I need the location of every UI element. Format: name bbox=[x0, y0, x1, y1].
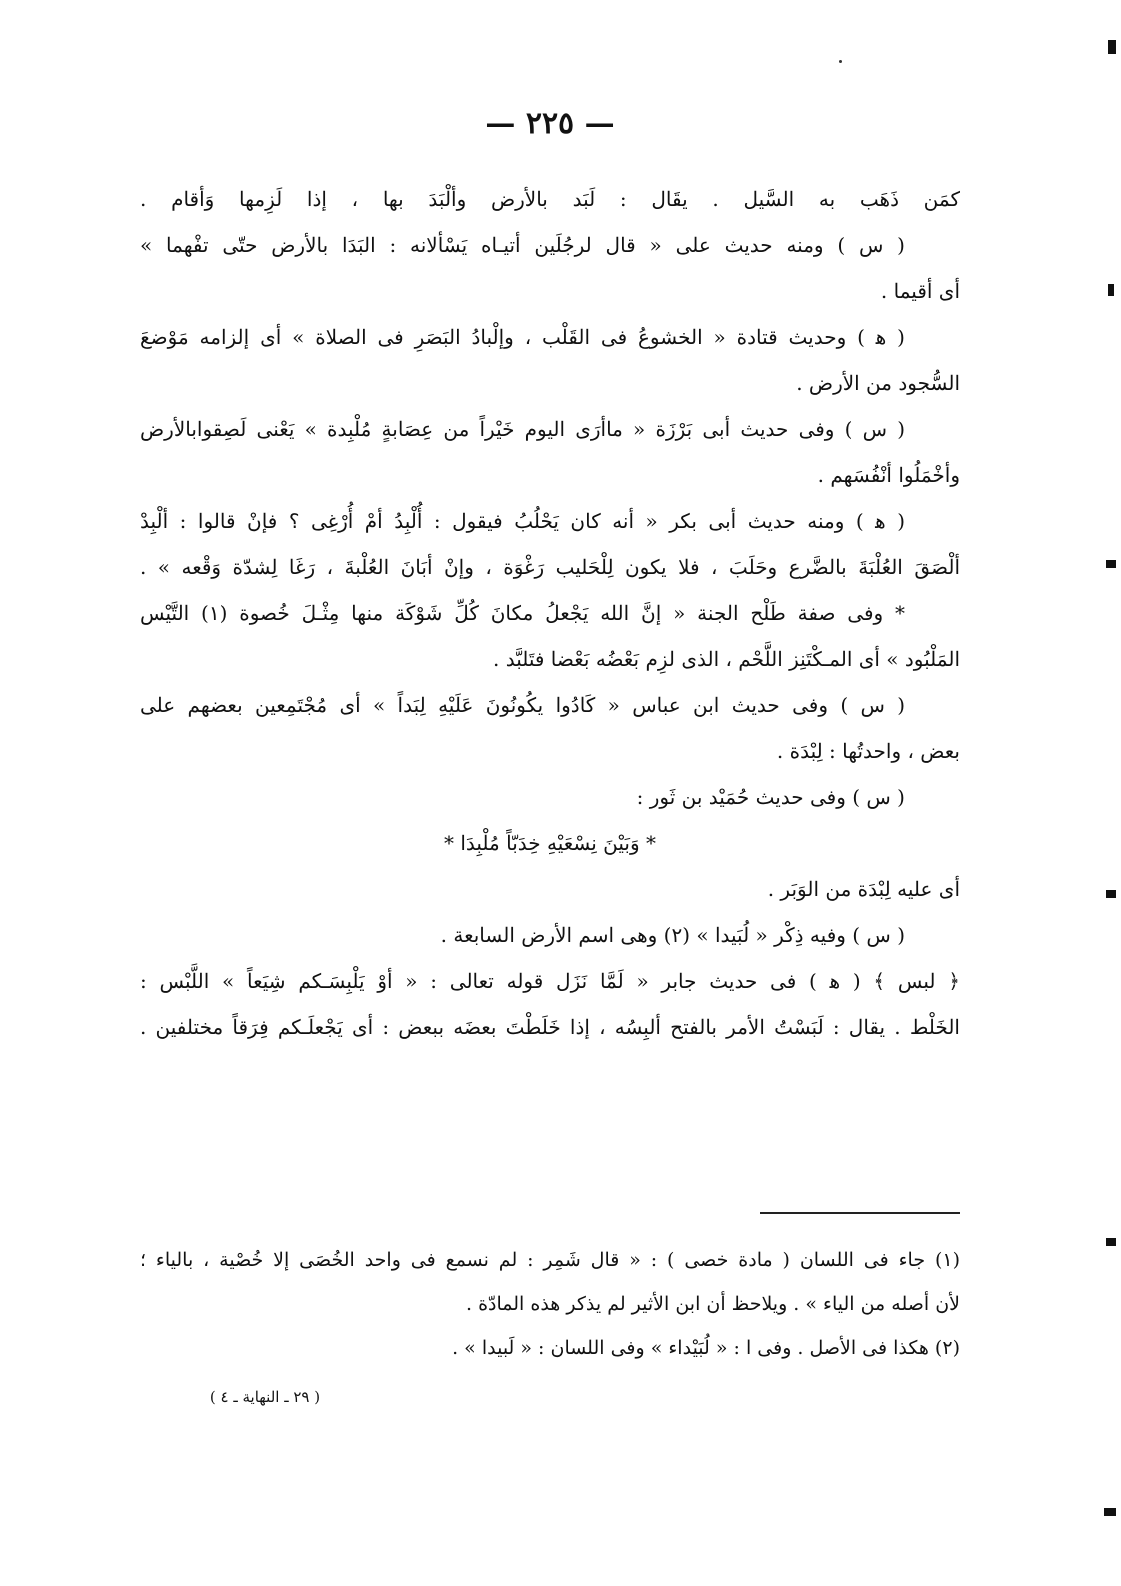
text-line: ألْصَقَ العُلْبَةَ بالضَّرع وحَلَبَ ، فلا يكون لِلْحَليب رَغْوَة ، وإنْ أبَانَ العُلْبةَ ، رَغَا لِشدّة وَقْعه » . bbox=[140, 555, 960, 579]
margin-mark bbox=[1106, 560, 1116, 568]
footnote-line: (٢) هكذا فى الأصل . وفى ا : « لُبَيْداء » وفى اللسان : « لَبيدا » . bbox=[452, 1337, 960, 1359]
margin-mark bbox=[1108, 284, 1114, 296]
margin-mark bbox=[1108, 40, 1116, 54]
margin-mark bbox=[1104, 1508, 1116, 1516]
text-line: أى عليه لِبْدَة من الوَبَر . bbox=[767, 877, 960, 901]
footnote-line: (١) جاء فى اللسان ( مادة خصى ) : « قال شَمِر : لم نسمع فى واحد الخُصَى إلا خُصْية ، بالياء ؛ bbox=[140, 1249, 960, 1271]
text-line: بعض ، واحدتُها : لِبْدَة . bbox=[776, 739, 960, 763]
text-line: السُّجود من الأرض . bbox=[796, 371, 960, 395]
text-line: ( س ) وفى حديث حُمَيْد بن ثَور : bbox=[636, 785, 905, 809]
text-line: ( س ) وفيه ذِكْر « لُبَيدا » (٢) وهى اسم الأرض السابعة . bbox=[440, 923, 905, 947]
text-line: ( س ) وفى حديث ابن عباس « كَادُوا يكُونُونَ عَلَيْهِ لِبَداً » أى مُجْتَمِعين بعضهم على bbox=[140, 693, 905, 717]
margin-mark bbox=[1106, 1238, 1116, 1246]
footnote-line: لأن أصله من الياء » . ويلاحظ أن ابن الأثير لم يذكر هذه المادّة . bbox=[466, 1293, 960, 1315]
text-line: ( ﻫ ) وحديث قتادة « الخشوعُ فى القَلْب ، وإلْبادُ البَصَرِ فى الصلاة » أى إلزامه مَوْضعَ bbox=[140, 325, 905, 349]
footnotes bbox=[140, 1238, 960, 1370]
entry-heading-line: ﴿ لبس ﴾ ( ﻫ ) فى حديث جابر « لَمَّا نَزَل قوله تعالى : « أوْ يَلْبِسَـكم شِيَعاً » اللَّبْس : bbox=[140, 969, 960, 993]
page-number: — ٢٢٥ — bbox=[485, 106, 615, 141]
text-line: الخَلْط . يقال : لَبَسْتُ الأمر بالفتح ألبِسُه ، إذا خَلَطْتَ بعضَه ببعض : أى يَجْعلَـكم فِرَقاً مختلفين . bbox=[140, 1015, 960, 1039]
signature-mark: ( ٢٩ ـ النهاية ـ ٤ ) bbox=[209, 1388, 321, 1406]
text-line: المَلْبُود » أى المـكْتَنِز اللَّحْم ، الذى لزِم بَعْضُه بَعْضا فتَلبَّد . bbox=[492, 647, 960, 671]
text-line: كمَن ذَهَب به السَّيل . يقَال : لَبَد بالأرض وألْبَدَ بها ، إذا لَزِمها وَأقام . bbox=[140, 187, 960, 211]
text-line: ( س ) ومنه حديث على « قال لرجُلَين أتيـاه يَسْألانه : البَدَا بالأرض حتّى تفْهما » bbox=[140, 233, 905, 257]
body-text bbox=[140, 176, 960, 1050]
margin-mark bbox=[1106, 890, 1116, 898]
text-line: ( س ) وفى حديث أبى بَرْزَة « ماأرَى اليوم خَيْراً من عِصَابةٍ مُلْبِدة » يَعْنى لَصِقوابالأرض bbox=[140, 417, 905, 441]
scan-speck bbox=[839, 60, 842, 63]
text-line: ( ﻫ ) ومنه حديث أبى بكر « أنه كان يَحْلُبُ فيقول : أُلْبِدُ أمْ أُرْغِى ؟ فإنْ قالوا : ألْبِدْ bbox=[140, 509, 905, 533]
text-line: أى أقيما . bbox=[880, 279, 960, 303]
footnote-divider bbox=[760, 1212, 960, 1214]
text-line: وأخْمَلُوا أنْفُسَهم . bbox=[817, 463, 960, 487]
verse-line: * وَبَيْنَ نِسْعَيْهِ خِدَبّاً مُلْبِدَا * bbox=[443, 831, 657, 855]
text-line: * وفى صفة طَلْح الجنة « إنَّ الله يَجْعلُ مكانَ كُلِّ شَوْكَة منها مِثْـلَ خُصوة (١) التَّيْس bbox=[140, 601, 905, 625]
